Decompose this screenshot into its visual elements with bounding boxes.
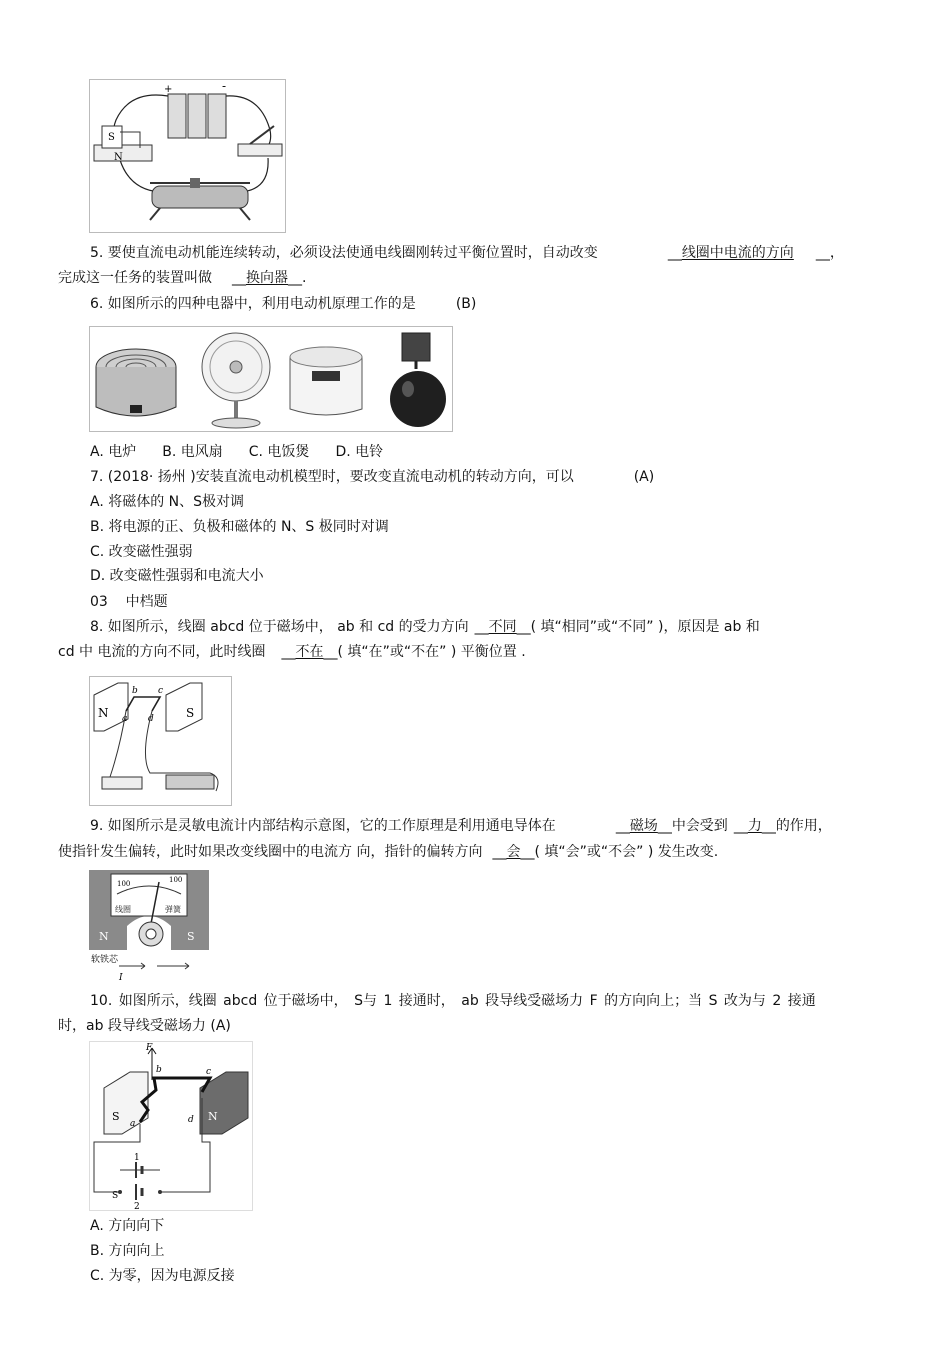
q5-blank-1: 线圈中电流的方向 [681, 245, 794, 261]
electric-stove-image [96, 349, 176, 416]
q6-option-b: B. 电风扇 [162, 444, 223, 460]
svg-text:S: S [108, 132, 115, 143]
svg-text:S: S [187, 930, 195, 943]
svg-text:d: d [188, 1115, 194, 1125]
q7-option-b: B. 将电源的正、负极和磁体的 N、S 极同时对调 [90, 519, 389, 535]
q10-option-b: B. 方向向上 [90, 1243, 165, 1259]
q6-option-d: D. 电铃 [335, 444, 384, 460]
figure-motor-circuit [89, 79, 286, 233]
svg-text:d: d [148, 714, 154, 724]
electric-fan-image [202, 333, 270, 428]
svg-text:弹簧: 弹簧 [165, 905, 181, 914]
figure-coil-with-switch [89, 1041, 253, 1211]
q7-option-d: D. 改变磁性强弱和电流大小 [90, 568, 264, 584]
svg-text:1: 1 [134, 1153, 140, 1163]
q5-blank-2: 换向器 [246, 270, 288, 286]
electric-bell-image [390, 333, 446, 427]
q8-blank-1: 不同 [488, 619, 517, 635]
svg-text:N: N [208, 1110, 218, 1123]
q5-line1: 5. 要使直流电动机能连续转动，必须设法使通电线圈刚转过平衡位置时，自动改变 __线圈中电流的方向 __， [90, 245, 844, 261]
q8-blank-2: 不在 [295, 644, 324, 660]
q7-answer: (A) [633, 469, 655, 485]
svg-text:c: c [158, 686, 164, 696]
svg-text:c: c [206, 1067, 212, 1077]
svg-text:100: 100 [117, 880, 131, 888]
q5-line2: 完成这一任务的装置叫做 __换向器__. [58, 270, 307, 286]
q9-blank-3: 会 [506, 844, 521, 860]
q9-blank-2: 力 [747, 818, 762, 834]
svg-text:100: 100 [169, 876, 183, 884]
svg-text:软铁芯: 软铁芯 [91, 955, 119, 965]
figure-coil-in-magnetic-field [89, 676, 232, 806]
svg-text:F: F [146, 1043, 153, 1053]
q9-line2: 使指针发生偏转，此时如果改变线圈中的电流方 向，指针的偏转方向 __会__( 填“会”或“不会” ) 发生改变. [58, 844, 719, 860]
svg-text:S: S [112, 1191, 119, 1201]
svg-text:S: S [112, 1110, 120, 1123]
q7-option-a: A. 将磁体的 N、S极对调 [90, 494, 245, 510]
svg-text:S: S [186, 706, 195, 720]
q8-line1: 8. 如图所示，线圈 abcd 位于磁场中， ab 和 cd 的受力方向 __不同__( 填“相同”或“不同” )，原因是 ab 和 [90, 619, 760, 635]
q6-option-a: A. 电炉 [90, 444, 137, 460]
svg-text:b: b [156, 1065, 162, 1075]
q6-option-c: C. 电饭煲 [248, 444, 310, 460]
svg-text:2: 2 [134, 1202, 140, 1210]
q6-answer: (B) [455, 296, 477, 312]
svg-text:+: + [164, 84, 173, 95]
figure-four-appliances [89, 326, 453, 432]
svg-text:-: - [222, 80, 227, 93]
q10-line2: 时，ab 段导线受磁场力 (A) [58, 1018, 231, 1034]
q10-option-c: C. 为零，因为电源反接 [90, 1268, 235, 1284]
q10-option-a: A. 方向向下 [90, 1218, 165, 1234]
svg-text:a: a [122, 714, 128, 724]
q6-stem: 6. 如图所示的四种电器中，利用电动机原理工作的是 (B) [90, 296, 477, 312]
q9-blank-1: 磁场 [629, 818, 658, 834]
svg-text:N: N [99, 930, 109, 943]
svg-text:N: N [98, 706, 109, 720]
q7-stem: 7. (2018· 扬州 )安装直流电动机模型时，要改变直流电动机的转动方向，可以 (A) [90, 469, 655, 485]
q10-line1: 10. 如图所示，线圈 abcd 位于磁场中， S与 1 接通时， ab 段导线受磁场力 F 的方向向上；当 S 改为与 2 接通 [90, 993, 816, 1009]
svg-text:I: I [119, 973, 123, 983]
rice-cooker-image [290, 347, 362, 415]
svg-text:a: a [130, 1119, 136, 1129]
svg-text:线圈: 线圈 [115, 905, 131, 914]
section-heading: 03 中档题 [90, 594, 168, 610]
q7-option-c: C. 改变磁性强弱 [90, 544, 193, 560]
q8-line2: cd 中 电流的方向不同，此时线圈 __不在__( 填“在”或“不在” ) 平衡位置 . [58, 644, 526, 660]
svg-text:b: b [132, 686, 138, 696]
figure-galvanometer [89, 870, 209, 984]
svg-text:N: N [114, 152, 123, 163]
q6-options [90, 442, 383, 462]
q9-line1: 9. 如图所示是灵敏电流计内部结构示意图，它的工作原理是利用通电导体在 __磁场__中会受到 __力__的作用， [90, 818, 832, 834]
